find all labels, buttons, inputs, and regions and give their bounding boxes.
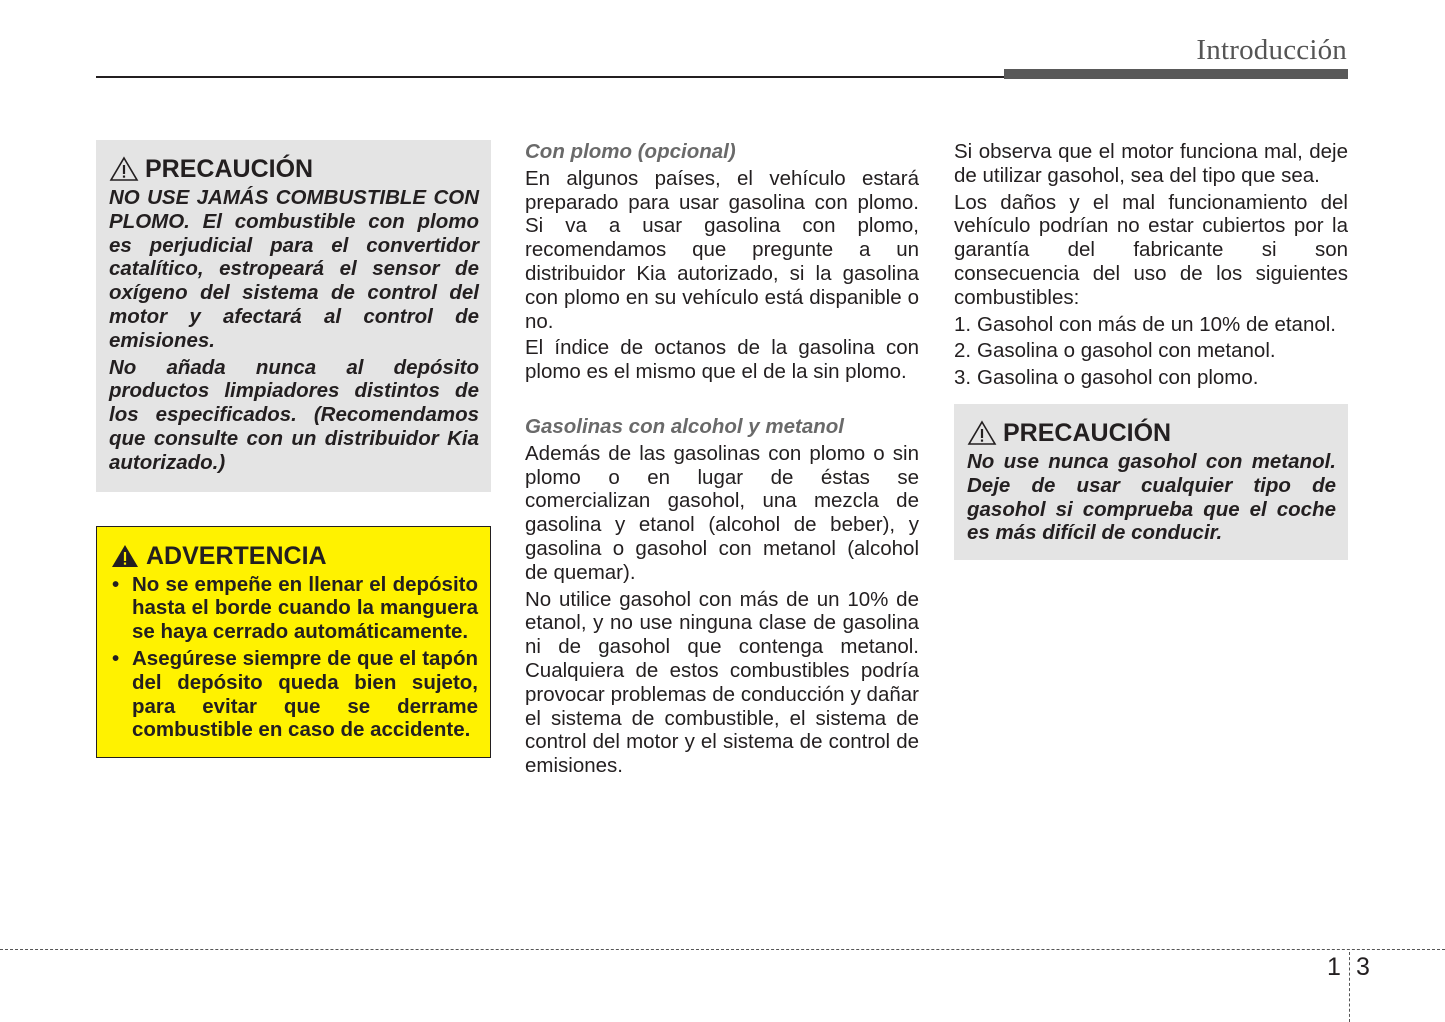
section-heading-alcohol: Gasolinas con alcohol y metanol [525,414,844,438]
list-text: Gasolina o gasohol con plomo. [977,366,1259,390]
page-number: 3 [1356,953,1370,981]
caution-paragraph: No use nunca gasohol con metanol. Deje de usar cualquier tipo de gasohol si comprueba que el coche es más difícil de conducir. [967,449,1336,545]
body-paragraph: En algunos países, el vehículo estará preparado para usar gasolina con plomo. Si va a usar gasolina con plomo, recomendamos que pregunte a un distribuidor Kia autorizado, si la gasolina con plomo en su vehículo está dispanible o no. [525,166,919,333]
caution-triangle-icon [109,156,139,182]
chapter-number: 1 [1327,953,1341,981]
column-right [954,140,1348,560]
warning-list [110,573,478,743]
list-text: Gasolina o gasohol con metanol. [977,339,1276,363]
warning-list-item: • No se empeñe en llenar el depósito hasta el borde cuando la manguera se haya cerrado automáticamente. [110,573,478,644]
header-bar [1004,69,1348,79]
list-number: 3. [954,366,972,390]
list-number: 2. [954,339,972,363]
caution-box [96,140,491,492]
page-header-title: Introducción [1196,34,1347,66]
column-middle [525,140,919,781]
section-gap [525,387,919,415]
warning-title-text: ADVERTENCIA [146,541,327,570]
caution-title-text: PRECAUCIÓN [1003,418,1172,447]
warning-title [110,541,478,571]
caution-title-text: PRECAUCIÓN [145,155,314,183]
fuel-list-item [954,366,1348,390]
footer-vertical-divider [1349,952,1350,1022]
fuel-list-item [954,339,1348,363]
caution-paragraph: No añada nunca al depósito productos limpiadores distintos de los especificados. (Recomendamos que consulte con un distribuidor Kia autorizado.) [109,355,479,474]
body-paragraph: Si observa que el motor funciona mal, deje de utilizar gasohol, sea del tipo que sea. [954,140,1348,187]
fuel-list [954,313,1348,390]
list-number: 1. [954,312,972,336]
column-left [96,140,491,758]
warning-list-item: • Asegúrese siempre de que el tapón del depósito queda bien sujeto, para evitar que se derrame combustible en caso de accidente. [110,647,478,742]
body-paragraph: No utilice gasohol con más de un 10% de etanol, y no use ninguna clase de gasolina ni de gasohol que contenga metanol. Cualquiera de estos combustibles podría provocar problemas de conducción y dañar el sistema de combustible, el sistema de control del motor y el sistema de control de emisiones. [525,587,919,778]
header-rule [96,76,1004,78]
footer-dashed-rule [0,949,1445,950]
section-heading-leaded: Con plomo (opcional) [525,140,736,163]
caution-paragraph: NO USE JAMÁS COMBUSTIBLE CON PLOMO. El combustible con plomo es perjudicial para el convertidor catalítico, estropeará el sensor de oxígeno del sistema de control del motor y afectará al control de emisiones. [109,186,479,352]
caution-title [109,154,479,184]
list-text: Gasohol con más de un 10% de etanol. [977,312,1336,336]
body-paragraph: Los daños y el mal funcionamiento del vehículo podrían no estar cubiertos por la garantía del fabricante si son consecuencia del uso de los siguientes combustibles: [954,190,1348,309]
caution-title [967,418,1336,448]
caution-triangle-icon [967,420,997,446]
caution-box-methanol [954,404,1348,560]
warning-box [96,526,491,759]
body-paragraph: Además de las gasolinas con plomo o sin plomo o en lugar de éstas se comercializan gasohol, una mezcla de gasolina y etanol (alcohol de beber), y gasolina o gasohol con metanol (alcohol de quemar). [525,441,919,584]
fuel-list-item [954,313,1348,337]
body-paragraph: El índice de octanos de la gasolina con plomo es el mismo que el de la sin plomo. [525,336,919,384]
warning-triangle-icon [110,543,140,569]
